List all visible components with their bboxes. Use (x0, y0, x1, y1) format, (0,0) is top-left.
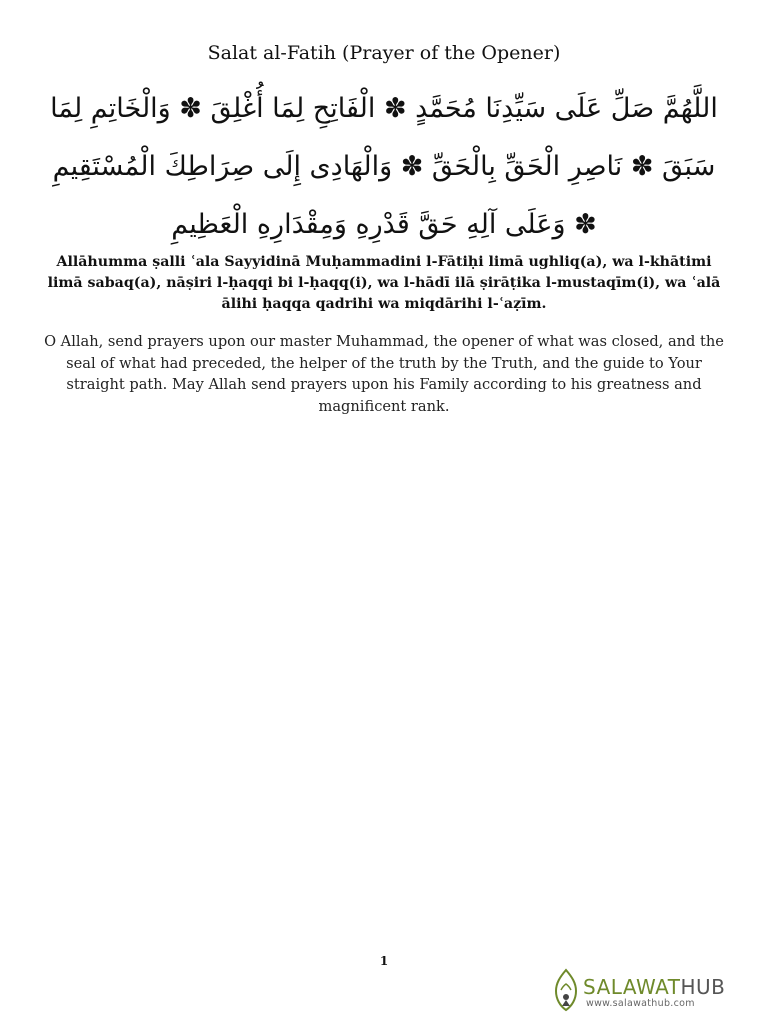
page-number: 1 (379, 954, 389, 968)
arabic-prayer-text: اللَّهُمَّ صَلِّ عَلَى سَيِّدِنَا مُحَمَّدٍ ✽ الْفَاتِحِ لِمَا أُغْلِقَ ✽ وَالْخَاتِمِ لِمَا سَبَقَ ✽ نَاصِرِ الْحَقِّ بِالْحَقِّ ✽ وَالْهَادِى إِلَى صِرَاطِكَ الْمُسْتَقِيمِ ✽ وَعَلَى آلِهِ حَقَّ قَدْرِهِ وَمِقْدَارِهِ الْعَظِيمِ (50, 93, 718, 240)
english-translation-text: O Allah, send prayers upon our master Muhammad, the opener of what was closed, and the seal of what had preceded, the helper of the truth by the Truth, and the guide to Your straight path. May Allah send prayers upon his Family according to his greatness and magnificent rank. (44, 333, 724, 415)
mosque-dome-icon (552, 968, 580, 1012)
page-title: Salat al-Fatih (Prayer of the Opener) (207, 42, 561, 64)
logo-wordmark-part2: HUB (680, 975, 726, 999)
logo-wordmark (583, 975, 725, 999)
salawathub-logo (552, 968, 724, 1012)
transliteration-text: Allāhumma ṣalli ʿala Sayyidinā Muḥammadini l-Fātiḥi limā ughliq(a), wa l-khātimi limā sabaq(a), nāṣiri l-ḥaqqi bi l-ḥaqq(i), wa l-hādī ilā ṣirāṭika l-mustaqīm(i), wa ʿalā ālihi ḥaqqa qadrihi wa miqdārihi l-ʿaẓīm. (47, 254, 721, 312)
logo-url: www.salawathub.com (586, 998, 695, 1009)
logo-wordmark-part1: SALAWAT (583, 975, 681, 999)
